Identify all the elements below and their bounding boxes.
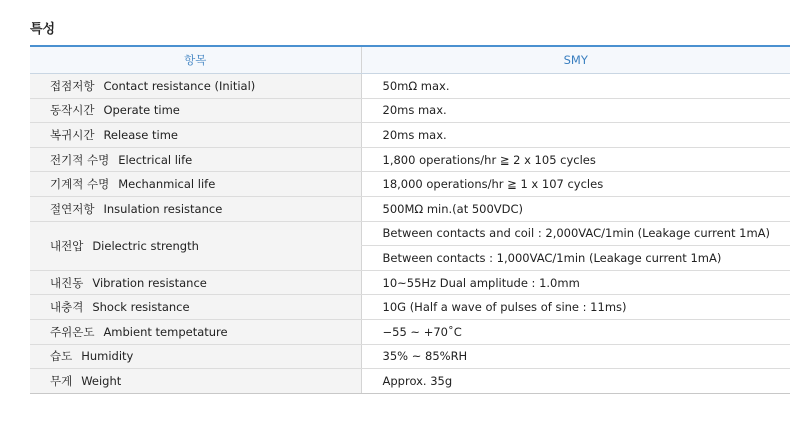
table-row [30,319,790,344]
spec-item-cell [30,369,361,394]
spec-item-cell [30,98,361,123]
spec-item-english: Weight [81,373,122,388]
spec-item-korean: 내진동 [50,275,84,290]
spec-item-korean: 습도 [50,349,73,364]
spec-item-english: Release time [103,127,179,142]
spec-item-korean: 절연저항 [50,201,95,216]
spec-item-korean: 접점저항 [50,78,95,93]
spec-item-korean: 주위온도 [50,324,95,339]
spec-value-cell: 50mΩ max. [361,74,790,99]
spec-value-cell: 18,000 operations/hr ≧ 1 x 107 cycles [361,172,790,197]
spec-value-cell: 35% ~ 85%RH [361,344,790,369]
spec-item-english: Electrical life [118,152,193,167]
spec-item-korean: 동작시간 [50,103,95,118]
table-row [30,172,790,197]
spec-item-english: Dielectric strength [92,238,199,253]
table-row [30,221,790,246]
spec-item-english: Shock resistance [92,300,190,315]
spec-item-cell [30,172,361,197]
spec-table [30,45,790,394]
spec-item-korean: 무게 [50,373,73,388]
table-row [30,369,790,394]
header-smy: SMY [361,46,790,74]
spec-item-english: Operate time [103,103,180,118]
table-row [30,270,790,295]
table-row [30,344,790,369]
table-row [30,98,790,123]
spec-value-cell: 1,800 operations/hr ≧ 2 x 105 cycles [361,147,790,172]
spec-value-cell: 10G (Half a wave of pulses of sine : 11ms) [361,295,790,320]
spec-value-cell: 20ms max. [361,98,790,123]
section-title: 특성 [30,22,56,37]
spec-table-body [30,74,790,394]
table-row [30,123,790,148]
spec-value-cell: Between contacts : 1,000VAC/1min (Leakage current 1mA) [361,246,790,271]
table-row [30,147,790,172]
spec-item-cell [30,270,361,295]
spec-item-korean: 내전압 [50,238,84,253]
spec-value-cell: 20ms max. [361,123,790,148]
spec-item-cell [30,147,361,172]
table-row [30,295,790,320]
spec-item-cell [30,196,361,221]
spec-item-korean: 기계적 수명 [50,177,110,192]
spec-item-cell [30,123,361,148]
spec-value-cell: −55 ~ +70˚C [361,319,790,344]
spec-item-korean: 전기적 수명 [50,152,110,167]
spec-value-cell: Approx. 35g [361,369,790,394]
spec-item-english: Contact resistance (Initial) [103,78,256,93]
header-item: 항목 [30,46,361,74]
spec-item-english: Mechanmical life [118,177,216,192]
spec-item-korean: 복귀시간 [50,127,95,142]
table-row [30,74,790,99]
table-header-row [30,46,790,74]
spec-item-cell [30,221,361,270]
spec-value-cell: 500MΩ min.(at 500VDC) [361,196,790,221]
spec-item-cell [30,319,361,344]
spec-item-english: Ambient tempetature [103,324,228,339]
spec-item-korean: 내충격 [50,300,84,315]
spec-value-cell: Between contacts and coil : 2,000VAC/1min (Leakage current 1mA) [361,221,790,246]
spec-value-cell: 10~55Hz Dual amplitude : 1.0mm [361,270,790,295]
spec-item-english: Vibration resistance [92,275,207,290]
spec-item-english: Humidity [81,349,134,364]
table-row [30,196,790,221]
spec-item-cell [30,295,361,320]
spec-item-cell [30,344,361,369]
spec-item-english: Insulation resistance [103,201,223,216]
spec-item-cell [30,74,361,99]
